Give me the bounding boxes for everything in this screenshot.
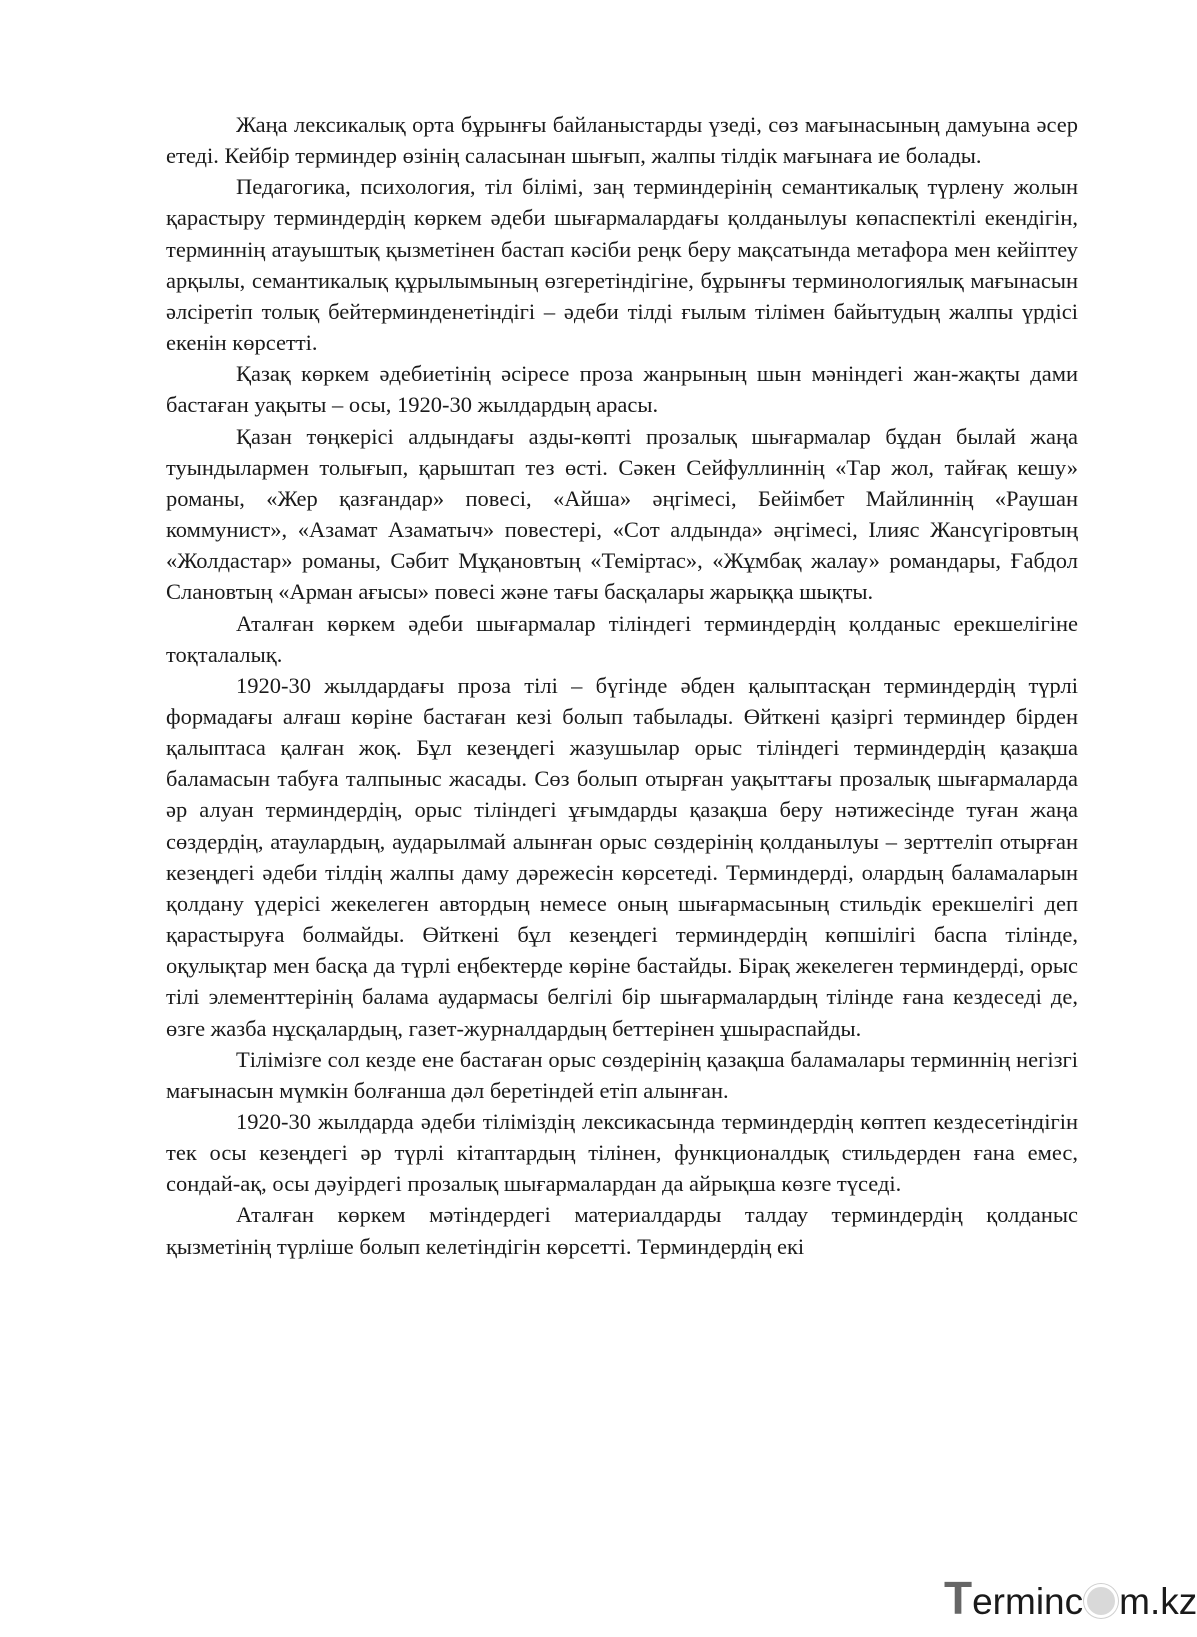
paragraph: Педагогика, психология, тіл білімі, заң терминдерінің семантикалық түрлену жолын қарастыру терминдердің көркем әдеби шығармалардағы қолданылуы көпаспектілі екендігін, терминнің атауыштық қызметінен бастап кәсіби реңк беру мақсатында метафора мен кейіптеу арқылы, семантикалық құрылымының өзгеретіндігіне, бұрынғы терминологиялық мағынасын әлсіретіп толық бейтерминденетіндігі – әдеби тілді ғылым тілімен байытудың жалпы үрдісі екенін көрсетті. <box>166 174 1078 356</box>
watermark-first-letter: T <box>944 1572 973 1624</box>
paragraph: Жаңа лексикалық орта бұрынғы байланыстарды үзеді, сөз мағынасының дамуына әсер етеді. Кейбір терминдер өзінің саласынан шығып, жалпы тілдік мағынаға ие болады. <box>166 112 1078 169</box>
termincom-watermark-logo <box>944 1572 1197 1624</box>
paragraph: Аталған көркем әдеби шығармалар тіліндегі терминдердің қолданыс ерекшелігіне тоқталалық. <box>166 610 1078 667</box>
paragraph: Аталған көркем мәтіндердегі материалдарды талдау терминдердің қолданыс қызметінің түрліше болып келетіндігін көрсетті. Терминдердің екі <box>166 1202 1078 1259</box>
paragraph: 1920-30 жылдарда әдеби тіліміздің лексикасында терминдердің көптеп кездесетіндігін тек осы кезеңдегі әр түрлі кітаптардың тілінен, функционалдық стильдерден ғана емес, сондай-ақ, осы дәуірдегі прозалық шығармалардан да айрықша көзге түседі. <box>166 1109 1078 1197</box>
paragraph: Қазақ көркем әдебиетінің әсіресе проза жанрының шын мәніндегі жан-жақты дами бастаған уақыты – осы, 1920-30 жылдардың арасы. <box>166 361 1078 418</box>
watermark-o-circle-icon <box>1084 1584 1118 1618</box>
document-body <box>166 109 1078 1262</box>
paragraph: 1920-30 жылдардағы проза тілі – бүгінде әбден қалыптасқан терминдердің түрлі формадағы алғаш көріне бастаған кезі болып табылады. Өйткені қазіргі терминдер бірден қалыптаса қалған жоқ. Бұл кезеңдегі жазушылар орыс тіліндегі терминдердің қазақша баламасын табуға талпыныс жасады. Сөз болып отырған уақыттағы прозалық шығармаларда әр алуан терминдердің, орыс тіліндегі ұғымдарды қазақша беру нәтижесінде туған жаңа сөздердің, атаулардың, аударылмай алынған орыс сөздерінің қолданылуы – зерттеліп отырған кезеңдегі әдеби тілдің жалпы даму дәрежесін көрсетеді. Терминдерді, олардың баламаларын қолдану үдерісі жекелеген автордың немесе оның шығармасының стильдік ерекшелігі деп қарастыруға болмайды. Өйткені бұл кезеңдегі терминдердің көпшілігі баспа тілінде, оқулықтар мен басқа да түрлі еңбектерде көріне бастайды. Бірақ жекелеген терминдерді, орыс тілі элементтерінің балама аудармасы белгілі бір шығармалардың тілінде ғана кездеседі де, өзге жазба нұсқалардың, газет-журналдардың беттерінен ұшыраспайды. <box>166 672 1078 1041</box>
paragraph: Қазан төңкерісі алдындағы азды-көпті прозалық шығармалар бұдан былай жаңа туындылармен толығып, қарыштап тез өсті. Сәкен Сейфуллиннің «Тар жол, тайғақ кешу» романы, «Жер қазғандар» повесі, «Айша» әңгімесі, Бейімбет Майлиннің «Раушан коммунист», «Азамат Азаматыч» повестері, «Сот алдында» әңгімесі, Ілияс Жансүгіровтың «Жолдастар» романы, Сәбит Мұқановтың «Теміртас», «Жұмбақ жалау» романдары, Ғабдол Слановтың «Арман ағысы» повесі және тағы басқалары жарыққа шықты. <box>166 423 1078 605</box>
watermark-text-middle: erminc <box>972 1581 1084 1622</box>
watermark-text-end: m.kz <box>1119 1581 1197 1622</box>
paragraph: Тілімізге сол кезде ене бастаған орыс сөздерінің қазақша баламалары терминнің негізгі мағынасын мүмкін болғанша дәл беретіндей етіп алынған. <box>166 1046 1078 1103</box>
